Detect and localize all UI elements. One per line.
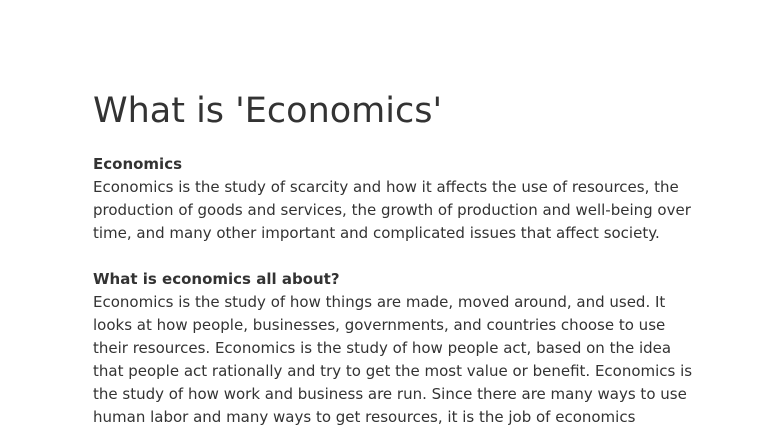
section-body: Economics is the study of scarcity and how it affects the use of resources, the production of goods and services, the growth of production and well-being over time, and many other important and complicated issues that affect society.	[93, 178, 691, 242]
section-what-is-economics	[93, 268, 703, 429]
page-title: What is 'Economics'	[93, 91, 443, 131]
section-heading: What is economics all about?	[93, 270, 340, 288]
document-content	[93, 89, 703, 429]
section-economics	[93, 153, 703, 245]
section-heading: Economics	[93, 155, 183, 173]
section-body: Economics is the study of how things are made, moved around, and used. It looks at how people, businesses, governments, and countries choose to use their resources. Economics is the study of how people act, based on the idea that people act rationally and try to get the most value or benefit. Economics is the study of how work and business are run. Since there are many ways to use human labor and many ways to get resources, it is the job of economics	[93, 293, 693, 426]
